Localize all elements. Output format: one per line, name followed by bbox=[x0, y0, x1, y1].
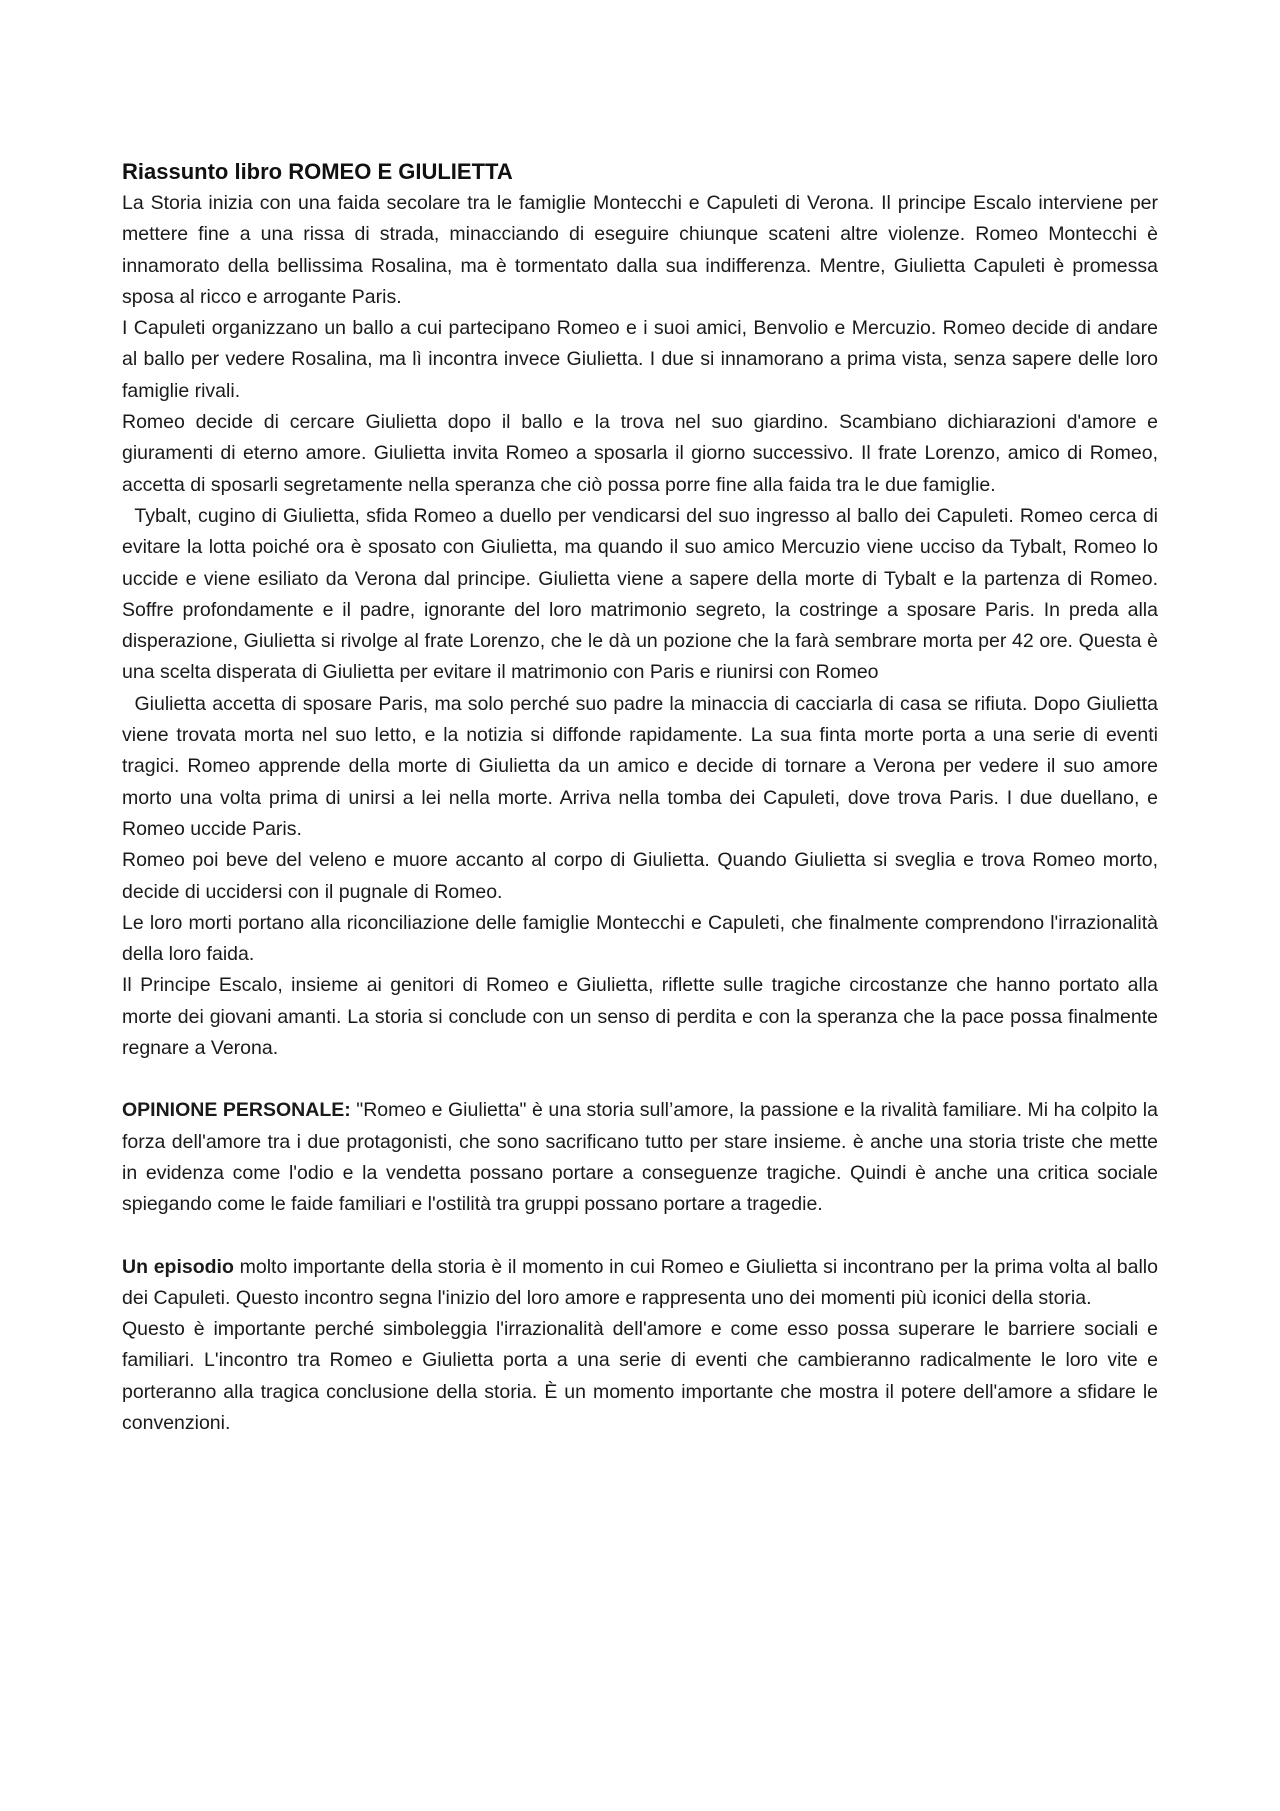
document-page bbox=[122, 156, 1164, 1439]
summary-paragraph: Romeo decide di cercare Giulietta dopo il ballo e la trova nel suo giardino. Scambiano dichiarazioni d'amore e giuramenti di eterno amore. Giulietta invita Romeo a sposarla il giorno successivo. Il frate Lorenzo, amico di Romeo, accetta di sposarli segretamente nella speranza che ciò possa porre fine alla faida tra le due famiglie. bbox=[122, 411, 1158, 496]
opinion-paragraph bbox=[122, 1095, 1158, 1220]
section-spacer bbox=[122, 1064, 1158, 1095]
summary-paragraph: Tybalt, cugino di Giulietta, sfida Romeo a duello per vendicarsi del suo ingresso al ballo dei Capuleti. Romeo cerca di evitare la lotta poiché ora è sposato con Giulietta, ma quando il suo amico Mercuzio viene ucciso da Tybalt, Romeo lo uccide e viene esiliato da Verona dal principe. Giulietta viene a sapere della morte di Tybalt e la partenza di Romeo. Soffre profondamente e il padre, ignorante del loro matrimonio segreto, la costringe a sposare Paris. In preda alla disperazione, Giulietta si rivolge al frate Lorenzo, che le dà un pozione che la farà sembrare morta per 42 ore. Questa è una scelta disperata di Giulietta per evitare il matrimonio con Paris e riunirsi con Romeo bbox=[122, 504, 1164, 684]
opinion-label: OPINIONE PERSONALE: bbox=[122, 1099, 351, 1122]
opinion-text: "Romeo e Giulietta" è una storia sull’amore, la passione e la rivalità familiare. Mi ha colpito la forza dell'amore tra i due protagonisti, che sono sacrificano tutto per stare insieme. è anche una storia triste che mette in evidenza come l'odio e la vendetta possano portare a conseguenze tragiche. Quindi è anche una critica sociale spiegando come le faide familiari e l'ostilità tra gruppi possano portare a tragedie. bbox=[122, 1099, 1158, 1216]
summary-paragraph: Giulietta accetta di sposare Paris, ma solo perché suo padre la minaccia di cacciarla di casa se rifiuta. Dopo Giulietta viene trovata morta nel suo letto, e la notizia si diffonde rapidamente. La sua finta morte porta a una serie di eventi tragici. Romeo apprende della morte di Giulietta da un amico e decide di tornare a Verona per vedere il suo amore morto una volta prima di unirsi a lei nella morte. Arriva nella tomba dei Capuleti, dove trova Paris. I due duellano, e Romeo uccide Paris. bbox=[122, 692, 1164, 840]
document-title: Riassunto libro ROMEO E GIULIETTA bbox=[122, 159, 513, 184]
episode-paragraph bbox=[122, 1252, 1158, 1315]
summary-paragraph: Romeo poi beve del veleno e muore accanto al corpo di Giulietta. Quando Giulietta si sveglia e trova Romeo morto, decide di uccidersi con il pugnale di Romeo. bbox=[122, 849, 1158, 903]
summary-paragraph: Le loro morti portano alla riconciliazione delle famiglie Montecchi e Capuleti, che finalmente comprendono l'irrazionalità della loro faida. bbox=[122, 911, 1158, 966]
summary-paragraph: Il Principe Escalo, insieme ai genitori di Romeo e Giulietta, riflette sulle tragiche circostanze che hanno portato alla morte dei giovani amanti. La storia si conclude con un senso di perdita e con la speranza che la pace possa finalmente regnare a Verona. bbox=[122, 974, 1158, 1060]
summary-section bbox=[122, 188, 1164, 1064]
summary-paragraph: La Storia inizia con una faida secolare tra le famiglie Montecchi e Capuleti di Verona. Il principe Escalo interviene per mettere fine a una rissa di strada, minacciando di eseguire chiunque scateni altre violenze. Romeo Montecchi è innamorato della bellissima Rosalina, ma è tormentato dalla sua indifferenza. Mentre, Giulietta Capuleti è promessa sposa al ricco e arrogante Paris. bbox=[122, 192, 1158, 308]
section-spacer bbox=[122, 1221, 1158, 1252]
summary-paragraph: I Capuleti organizzano un ballo a cui partecipano Romeo e i suoi amici, Benvolio e Mercuzio. Romeo decide di andare al ballo per vedere Rosalina, ma lì incontra invece Giulietta. I due si innamorano a prima vista, senza sapere delle loro famiglie rivali. bbox=[122, 317, 1158, 402]
episode-text: molto importante della storia è il momento in cui Romeo e Giulietta si incontrano per la prima volta al ballo dei Capuleti. Questo incontro segna l'inizio del loro amore e rappresenta uno dei momenti più iconici della storia. bbox=[122, 1255, 1158, 1309]
episode-label: Un episodio bbox=[122, 1255, 234, 1278]
episode-followup-paragraph: Questo è importante perché simboleggia l'irrazionalità dell'amore e come esso possa superare le barriere sociali e familiari. L'incontro tra Romeo e Giulietta porta a una serie di eventi che cambieranno radicalmente le loro vite e porteranno alla tragica conclusione della storia. È un momento importante che mostra il potere dell'amore a sfidare le convenzioni. bbox=[122, 1318, 1158, 1434]
